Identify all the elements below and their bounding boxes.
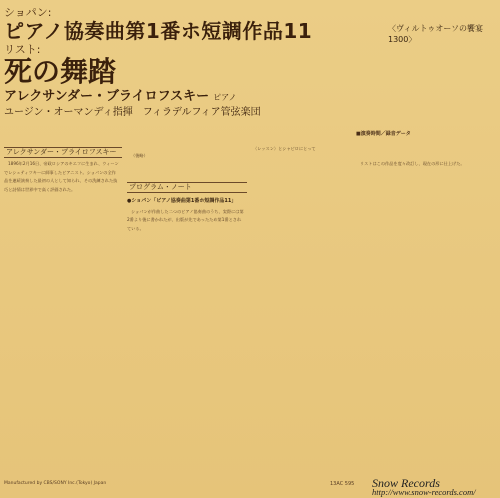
text-column-2-top bbox=[127, 152, 245, 180]
text-column-3 bbox=[249, 145, 351, 470]
program-section-heading: プログラム・ノート bbox=[127, 182, 247, 193]
work-1: ピアノ協奏曲第1番ホ短調作品11 bbox=[4, 19, 313, 43]
recording-heading: ■演奏時間／録音データ bbox=[356, 131, 411, 137]
composer-1: ショパン: bbox=[4, 6, 52, 19]
soloist-name: アレクサンダー・ブライロフスキー bbox=[4, 89, 210, 104]
watermark: Snow Records bbox=[372, 476, 440, 490]
series-label: 〈ヴィルトゥオーソの饗宴1300〉 bbox=[388, 24, 483, 44]
column-4-text: リストはこの作品を度々改訂し、現在の形に仕上げた。 bbox=[360, 161, 465, 166]
title-block bbox=[4, 6, 312, 120]
conductor: ユージン・オーマンディ指揮 bbox=[4, 107, 133, 118]
work-2: 死の舞踏 bbox=[4, 55, 117, 88]
orchestra: フィラデルフィア管弦楽団 bbox=[142, 107, 261, 118]
column-3-text: 〈レッスン〉とシャピロにとって bbox=[253, 146, 316, 151]
text-column-2 bbox=[127, 195, 245, 470]
composer-2: リスト: bbox=[4, 43, 41, 56]
conductor-orchestra bbox=[4, 106, 312, 120]
catalog-code: 13AC 595 bbox=[330, 481, 355, 487]
watermark-url: http://www.snow-records.com/ bbox=[372, 487, 476, 497]
artist-section-heading: アレクサンダー・ブライロフスキー bbox=[4, 147, 122, 158]
footer-credits: Manufactured by CBS/SONY Inc.(Tokyo) Japan bbox=[4, 481, 107, 486]
recording-data bbox=[356, 131, 496, 139]
text-column-4 bbox=[356, 160, 496, 470]
column-1-text: 1896年2月16日、帝政ロシアのキエフに生まれ、ウィーンでレシェティツキーに師事したピアニスト。ショパンの全作品を連続演奏した最初の人として知られ、その洗練された技巧と詩情は世界中で高く評価された。 bbox=[4, 161, 119, 192]
column-2-text: ショパンが作曲した二つのピアノ協奏曲のうち、実際には第2番より後に書かれたが、出版が先であったため第1番とされている。 bbox=[127, 208, 244, 231]
column-2-subheading: ●ショパン「ピアノ協奏曲第1番ホ短調作品11」 bbox=[127, 198, 237, 204]
soloist-part: ピアノ bbox=[213, 93, 237, 102]
column-2-top-text: （後略） bbox=[131, 153, 148, 158]
text-column-1 bbox=[4, 160, 120, 470]
soloist bbox=[4, 88, 312, 106]
